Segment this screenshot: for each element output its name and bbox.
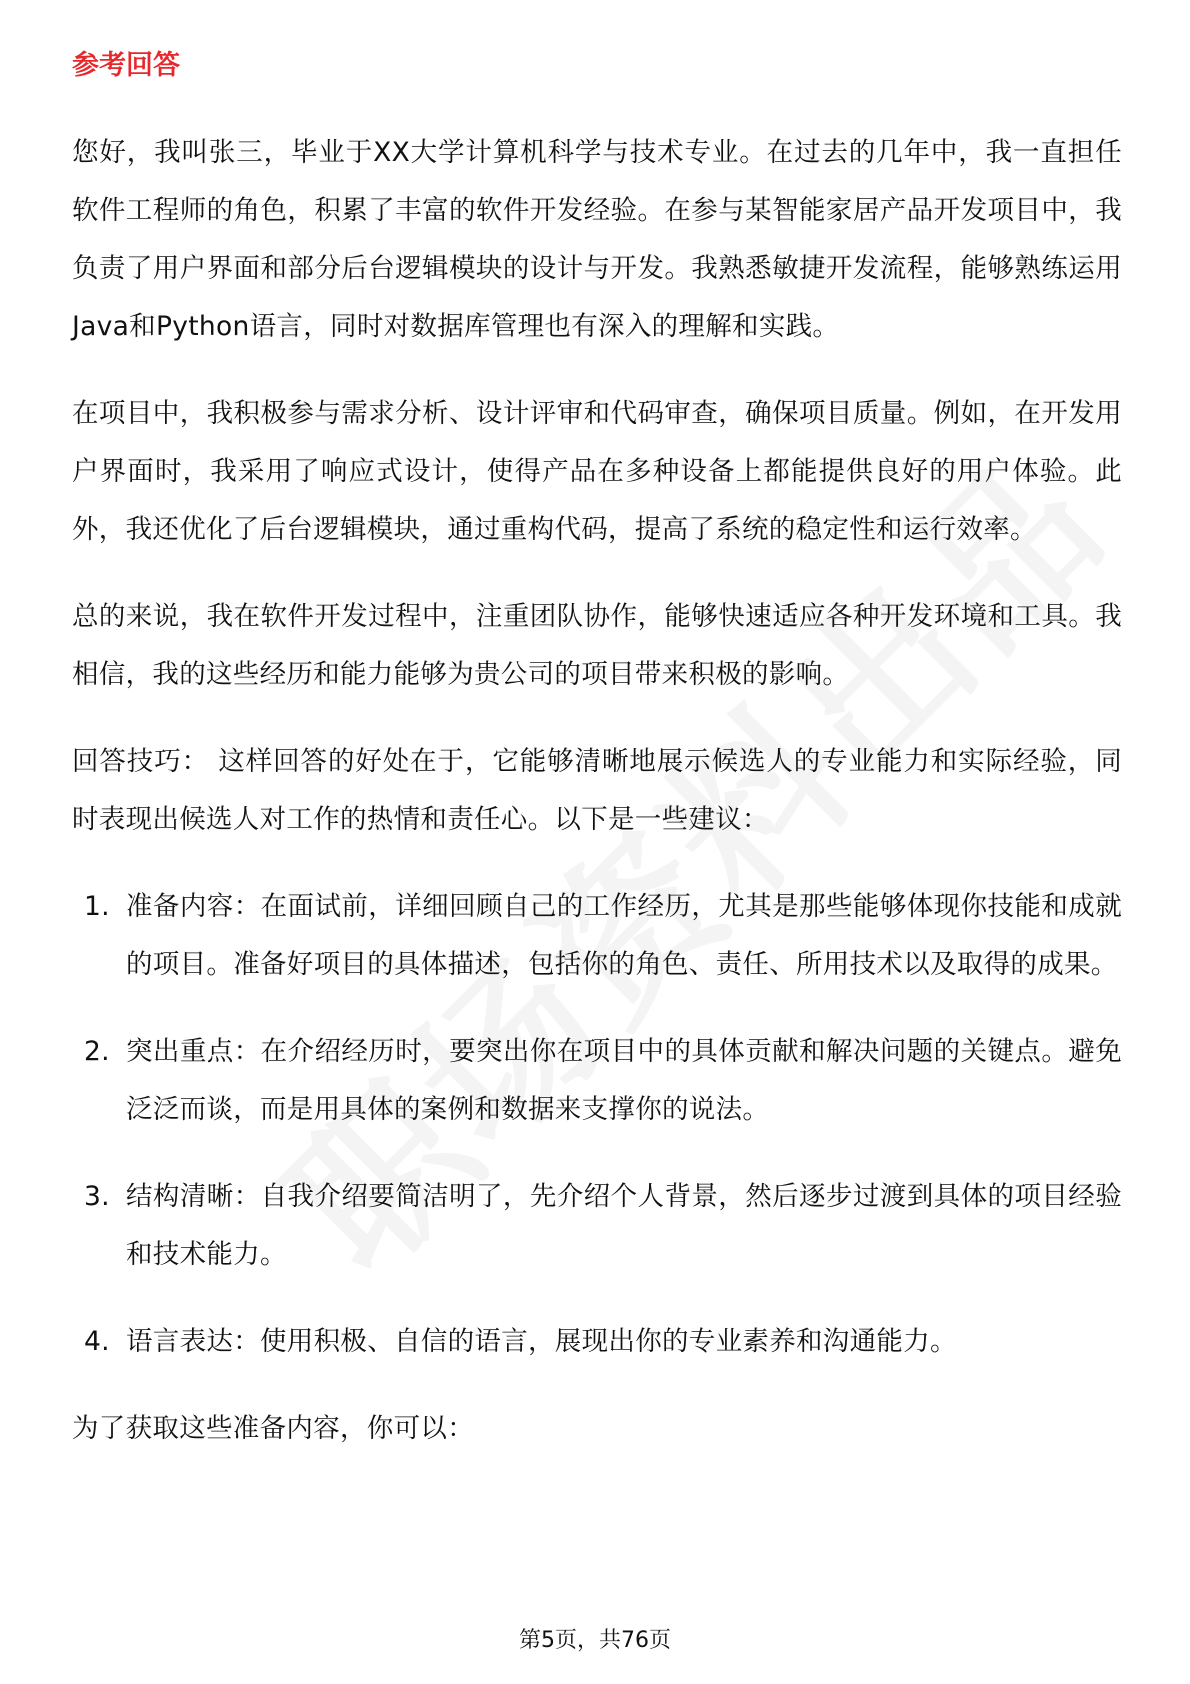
paragraph-intro: 您好，我叫张三，毕业于XX大学计算机科学与技术专业。在过去的几年中，我一直担任软件工程师的角色，积累了丰富的软件开发经验。在参与某智能家居产品开发项目中，我负责了用户界面和部分后台逻辑模块的设计与开发。我熟悉敏捷开发流程，能够熟练运用Java和Python语言，同时对数据库管理也有深入的理解和实践。 bbox=[72, 137, 1122, 342]
list-number: 4. bbox=[84, 1326, 110, 1357]
list-text: 准备内容：在面试前，详细回顾自己的工作经历，尤其是那些能够体现你技能和成就的项目。准备好项目的具体描述，包括你的角色、责任、所用技术以及取得的成果。 bbox=[126, 891, 1122, 980]
tips-list bbox=[72, 878, 1122, 1371]
list-text: 突出重点：在介绍经历时，要突出你在项目中的具体贡献和解决问题的关键点。避免泛泛而谈，而是用具体的案例和数据来支撑你的说法。 bbox=[126, 1036, 1122, 1125]
section-heading: 参考回答 bbox=[72, 50, 180, 81]
list-item bbox=[72, 878, 1122, 994]
list-number: 1. bbox=[84, 891, 110, 922]
list-item bbox=[72, 1168, 1122, 1284]
paragraph-project: 在项目中，我积极参与需求分析、设计评审和代码审查，确保项目质量。例如，在开发用户界面时，我采用了响应式设计，使得产品在多种设备上都能提供良好的用户体验。此外，我还优化了后台逻辑模块，通过重构代码，提高了系统的稳定性和运行效率。 bbox=[72, 398, 1122, 545]
paragraph-tips-intro: 回答技巧： 这样回答的好处在于，它能够清晰地展示候选人的专业能力和实际经验，同时表现出候选人对工作的热情和责任心。以下是一些建议： bbox=[72, 746, 1122, 835]
paragraph-closing: 为了获取这些准备内容，你可以： bbox=[72, 1413, 474, 1444]
list-number: 3. bbox=[84, 1181, 110, 1212]
list-text: 结构清晰：自我介绍要简洁明了，先介绍个人背景，然后逐步过渡到具体的项目经验和技术能力。 bbox=[126, 1181, 1122, 1270]
list-number: 2. bbox=[84, 1036, 110, 1067]
page-number: 第5页，共76页 bbox=[519, 1628, 671, 1653]
list-item bbox=[72, 1023, 1122, 1139]
page-content bbox=[72, 46, 1122, 1487]
paragraph-summary: 总的来说，我在软件开发过程中，注重团队协作，能够快速适应各种开发环境和工具。我相信，我的这些经历和能力能够为贵公司的项目带来积极的影响。 bbox=[72, 601, 1122, 690]
list-text: 语言表达：使用积极、自信的语言，展现出你的专业素养和沟通能力。 bbox=[126, 1326, 957, 1357]
list-item bbox=[72, 1313, 1122, 1371]
